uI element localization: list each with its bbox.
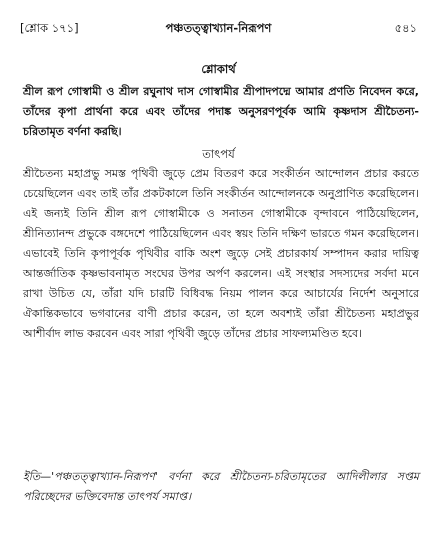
purport-heading: তাৎপর্য xyxy=(202,147,235,161)
translation-text: শ্রীল রূপ গোস্বামী ও শ্রীল রঘুনাথ দাস গোস্বামীর শ্রীপাদপদ্মে আমার প্রণতি নিবেদন করে, তাঁদের কৃপা প্রার্থনা করে এবং তাঁদের পদাঙ্ক অনুসরণপূর্বক আমি কৃষ্ণদাস শ্রীচৈতন্য-চরিতামৃত বর্ণনা করছি। xyxy=(23,85,419,138)
chapter-closing-text: ইতি—'পঞ্চতত্ত্বাখ্যান-নিরূপণ' বর্ণনা করে শ্রীচৈতন্য-চরিতামৃতের আদিলীলার সপ্তম পরিচ্ছেদের ভক্তিবেদান্ত তাৎপর্য সমাপ্ত। xyxy=(23,470,419,503)
page-number: ৫৪১ xyxy=(394,21,417,35)
translation-heading: শ্লোকার্থ xyxy=(201,62,236,76)
running-header xyxy=(20,18,417,38)
purport-text: শ্রীচৈতন্য মহাপ্রভু সমস্ত পৃথিবী জুড়ে প্রেম বিতরণ করে সংকীর্তন আন্দোলন প্রচার করতে চেয়েছিলেন এবং তাই তাঁর প্রকটকালে তিনি সংকীর্তন আন্দোলনকে অনুপ্রাণিত করেছিলেন। এই জন্যই তিনি শ্রীল রূপ গোস্বামীকে ও সনাতন গোস্বামীকে বৃন্দাবনে পাঠিয়েছিলেন, শ্রীনিত্যানন্দ প্রভুকে বঙ্গদেশে পাঠিয়েছিলেন এবং স্বয়ং তিনি দক্ষিণ ভারতে গমন করেছিলেন। এভাবেই তিনি কৃপাপূর্বক পৃথিবীর বাকি অংশ জুড়ে সেই প্রচারকার্য সম্পাদন করার দায়িত্ব আন্তর্জাতিক কৃষ্ণভাবনামৃত সংঘের উপর অর্পণ করলেন। এই সংস্থার সদস্যদের সর্বদা মনে রাখা উচিত যে, তাঁরা যদি চারটি বিধিবদ্ধ নিয়ম পালন করে আচার্যের নির্দেশ অনুসারে ঐকান্তিকভাবে ভগবানের বাণী প্রচার করেন, তা হলে অবশ্যই তাঁরা শ্রীচৈতন্য মহাপ্রভুর আশীর্বাদ লাভ করবেন এবং সারা পৃথিবী জুড়ে তাঁদের প্রচার সাফল্যমণ্ডিত হবে। xyxy=(23,167,419,340)
verse-reference: [শ্লোক ১৭১] xyxy=(20,21,79,35)
chapter-title: পঞ্চতত্ত্বাখ্যান-নিরূপণ xyxy=(165,21,272,35)
